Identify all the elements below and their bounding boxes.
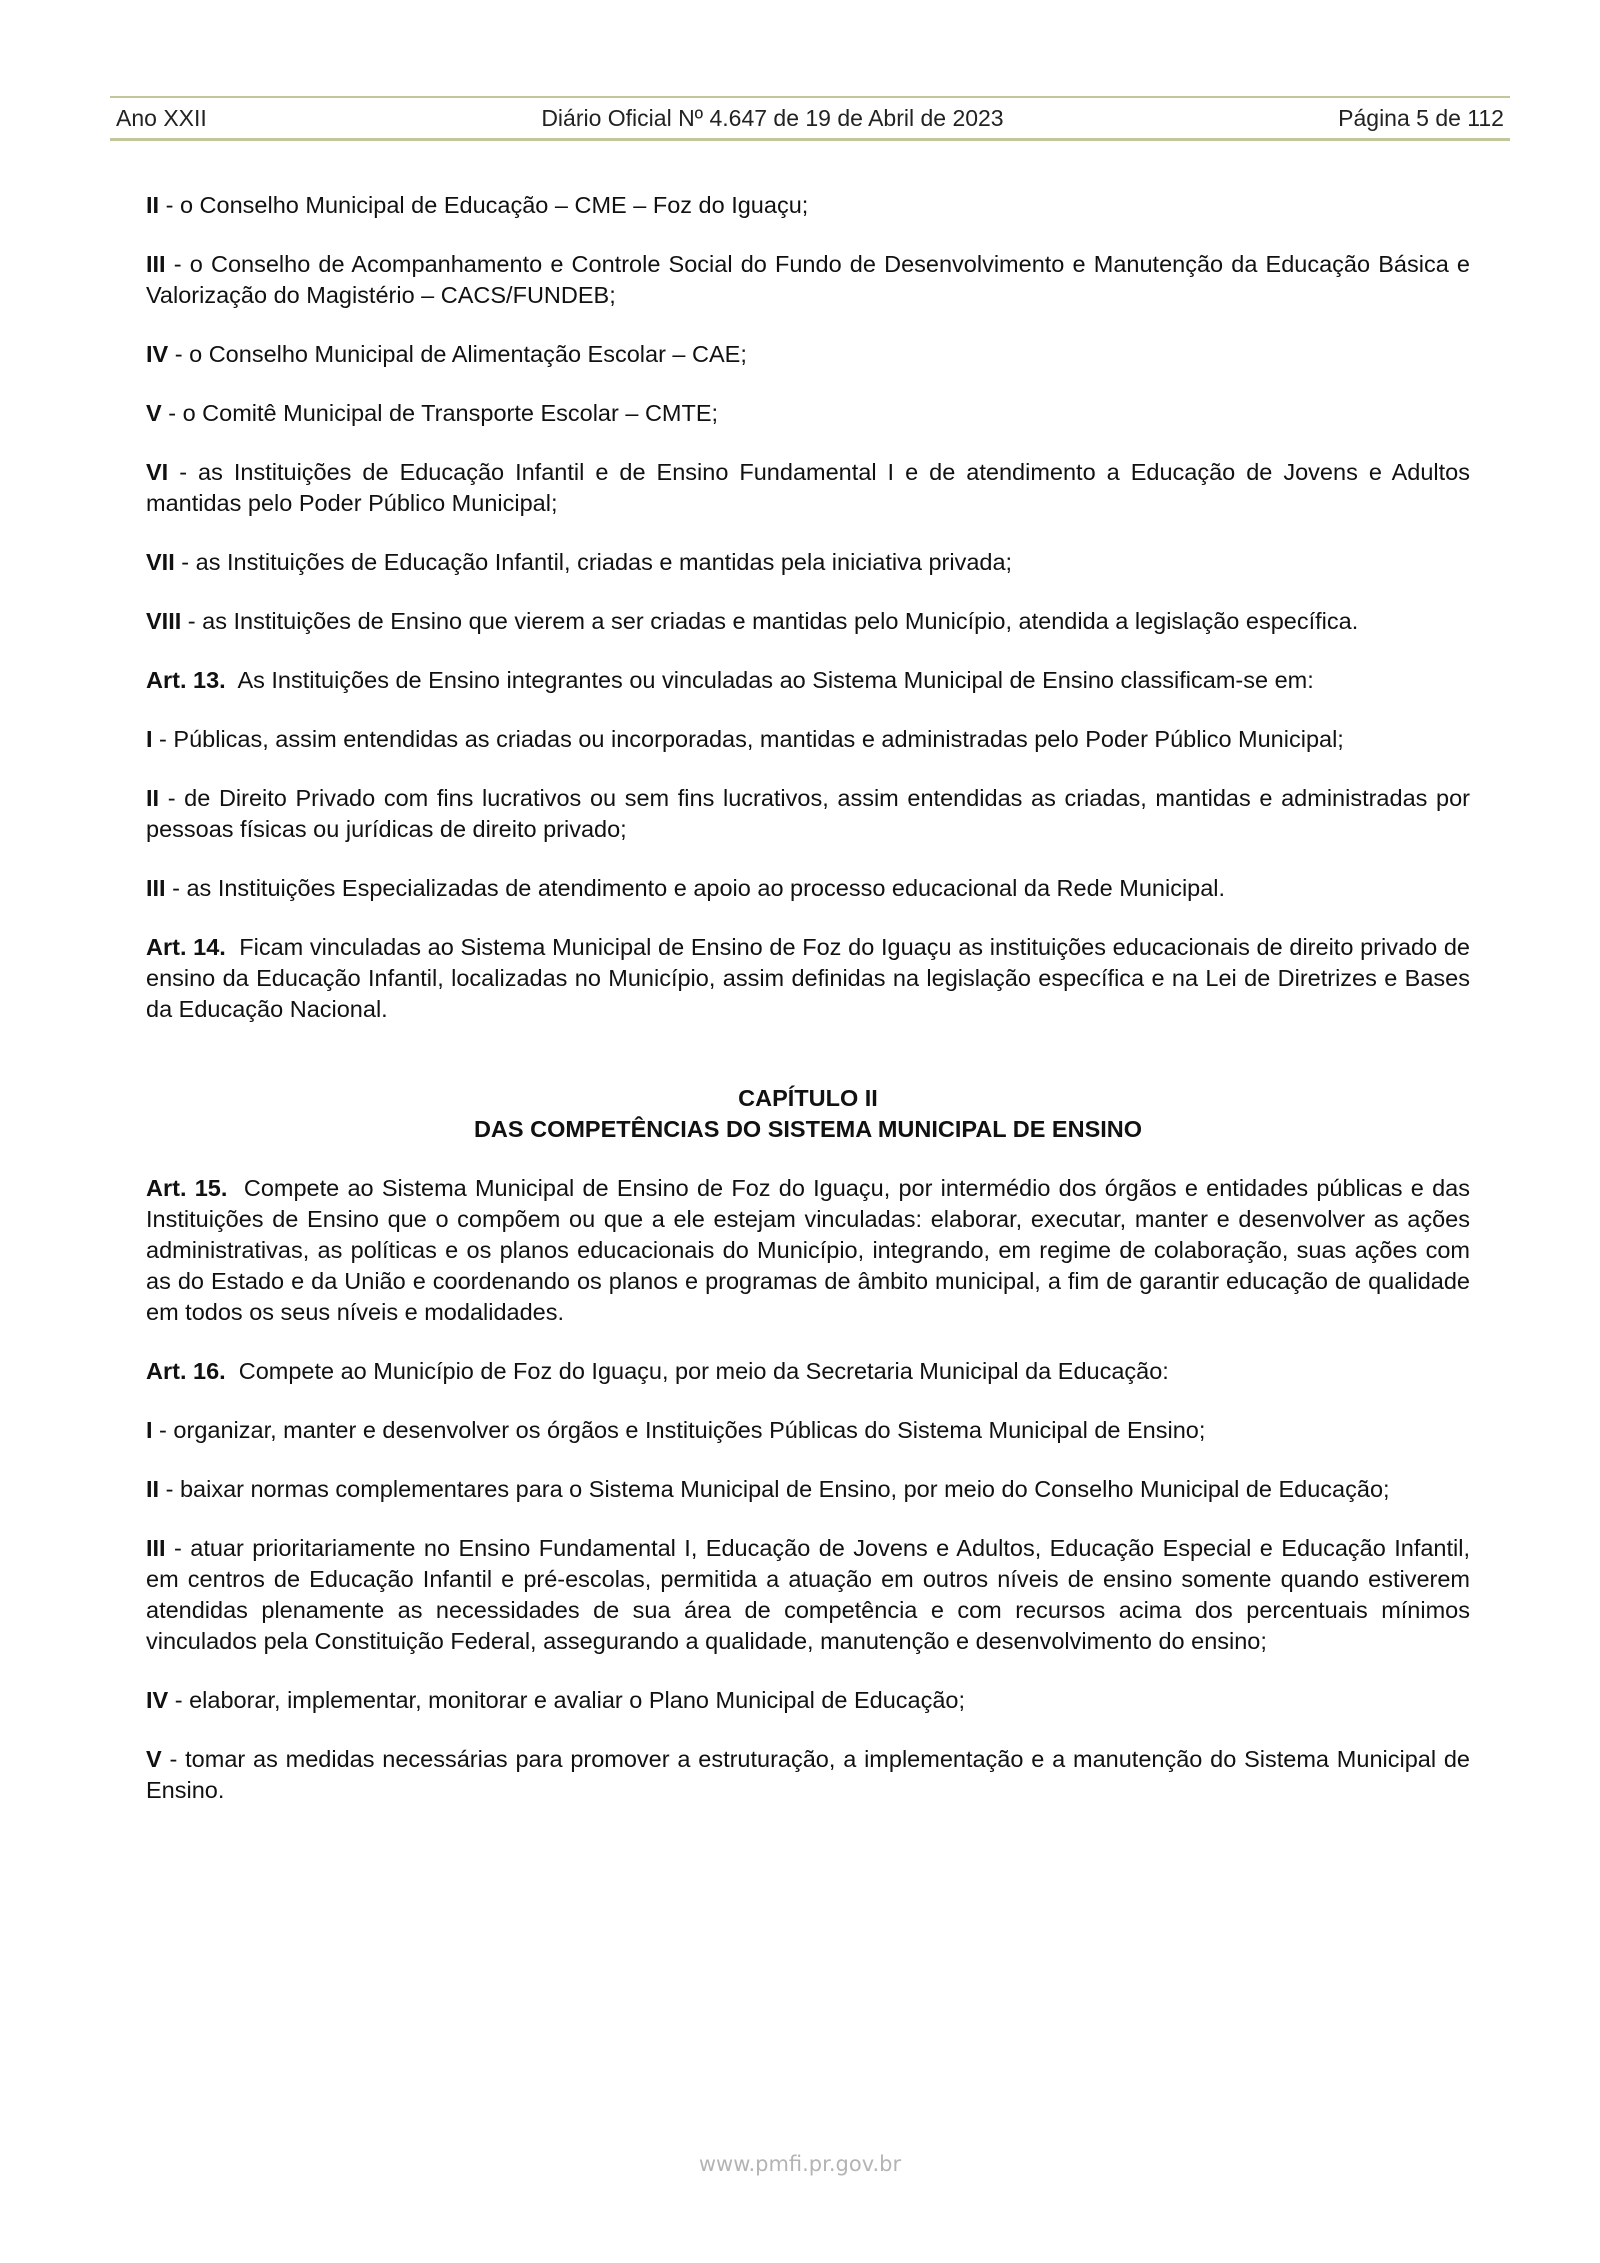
paragraph-separator: - [168, 341, 190, 367]
clause-paragraph [146, 724, 1470, 755]
clause-paragraph [146, 606, 1470, 637]
paragraph-label: II [146, 785, 160, 811]
paragraph-text: atuar prioritariamente no Ensino Fundamental I, Educação de Jovens e Adultos, Educação Especial e Educação Infantil, em centros de Educação Infantil e pré-escolas, permitida a atuação em outros níveis de ensino somente quando estiverem atendidas plenamente as necessidades de sua área de competência e com recursos acima dos percentuais mínimos vinculados pela Constituição Federal, assegurando a qualidade, manutenção e desenvolvimento do ensino; [146, 1535, 1470, 1654]
paragraph-text: as Instituições de Educação Infantil, criadas e mantidas pela iniciativa privada; [195, 549, 1013, 575]
clause-paragraph [146, 873, 1470, 904]
paragraph-label: Art. 15. [146, 1175, 228, 1201]
paragraph-text: baixar normas complementares para o Sistema Municipal de Ensino, por meio do Conselho Municipal de Educação; [179, 1476, 1390, 1502]
paragraph-text: Compete ao Município de Foz do Iguaçu, por meio da Secretaria Municipal da Educação: [238, 1358, 1169, 1384]
paragraph-separator: - [161, 400, 183, 426]
paragraph-separator [226, 934, 239, 960]
document-body [146, 190, 1470, 1834]
paragraph-label: IV [146, 341, 169, 367]
clause-paragraph [146, 339, 1470, 370]
clause-paragraph [146, 249, 1470, 311]
paragraph-text: Ficam vinculadas ao Sistema Municipal de Ensino de Foz do Iguaçu as instituições educacionais de direito privado de ensino da Educação Infantil, localizadas no Município, assim definidas na legislação específica e na Lei de Diretrizes e Bases da Educação Nacional. [146, 934, 1471, 1022]
article-paragraph [146, 1173, 1470, 1328]
paragraph-label: I [146, 1417, 153, 1443]
article-paragraph [146, 932, 1470, 1025]
paragraph-label: II [146, 1476, 160, 1502]
clause-paragraph [146, 1474, 1470, 1505]
paragraph-label: III [146, 251, 166, 277]
paragraph-label: VI [146, 459, 169, 485]
clause-paragraph [146, 1744, 1470, 1806]
chapter-number: CAPÍTULO II [738, 1085, 878, 1111]
clause-paragraph [146, 398, 1470, 429]
paragraph-separator: - [165, 1535, 191, 1561]
paragraph-separator: - [159, 785, 185, 811]
chapter-heading [146, 1083, 1470, 1145]
paragraph-text: de Direito Privado com fins lucrativos ou sem fins lucrativos, assim entendidas as criadas, mantidas e administradas por pessoas físicas ou jurídicas de direito privado; [146, 785, 1470, 842]
header-page-number: Página 5 de 112 [1338, 104, 1504, 131]
footer-url: www.pmfi.pr.gov.br [698, 2152, 902, 2176]
paragraph-text: tomar as medidas necessárias para promover a estruturação, a implementação e a manutenção do Sistema Municipal de Ensino. [146, 1746, 1471, 1803]
paragraph-label: II [146, 192, 160, 218]
paragraph-separator: - [159, 1476, 180, 1502]
paragraph-separator: - [165, 875, 187, 901]
paragraph-label: I [146, 726, 153, 752]
paragraph-text: Compete ao Sistema Municipal de Ensino de Foz do Iguaçu, por intermédio dos órgãos e entidades públicas e das Instituições de Ensino que o compõem ou que a ele estejam vinculadas: elaborar, executar, manter e desenvolver as ações administrativas, as políticas e os planos educacionais do Município, integrando, em regime de colaboração, suas ações com as do Estado e da União e coordenando os planos e programas de âmbito municipal, a fim de garantir educação de qualidade em todos os seus níveis e modalidades. [146, 1175, 1470, 1325]
paragraph-text: Públicas, assim entendidas as criadas ou incorporadas, mantidas e administradas pelo Poder Público Municipal; [173, 726, 1344, 752]
clause-paragraph [146, 783, 1470, 845]
clause-paragraph [146, 1415, 1470, 1446]
paragraph-text: as Instituições Especializadas de atendimento e apoio ao processo educacional da Rede Municipal. [186, 875, 1226, 901]
paragraph-text: organizar, manter e desenvolver os órgãos e Instituições Públicas do Sistema Municipal de Ensino; [173, 1417, 1206, 1443]
paragraph-separator: - [159, 192, 180, 218]
paragraph-label: Art. 13. [146, 667, 226, 693]
paragraph-separator: - [152, 726, 174, 752]
clause-paragraph [146, 547, 1470, 578]
chapter-title: DAS COMPETÊNCIAS DO SISTEMA MUNICIPAL DE ENSINO [473, 1116, 1143, 1142]
page-header [110, 96, 1510, 141]
paragraph-separator: - [165, 251, 190, 277]
paragraph-text: as Instituições de Ensino que vierem a ser criadas e mantidas pelo Município, atendida a legislação específica. [202, 608, 1359, 634]
clause-paragraph [146, 457, 1470, 519]
paragraph-separator [226, 1358, 239, 1384]
header-year: Ano XXII [116, 104, 207, 131]
paragraph-text: o Comitê Municipal de Transporte Escolar – CMTE; [182, 400, 719, 426]
paragraph-text: elaborar, implementar, monitorar e avaliar o Plano Municipal de Educação; [189, 1687, 966, 1713]
paragraph-text: As Instituições de Ensino integrantes ou vinculadas ao Sistema Municipal de Ensino classificam-se em: [237, 667, 1314, 693]
paragraph-label: VIII [146, 608, 182, 634]
paragraph-separator [227, 1175, 243, 1201]
article-paragraph [146, 1356, 1470, 1387]
clause-paragraph [146, 1533, 1470, 1657]
paragraph-label: V [146, 400, 162, 426]
paragraph-separator: - [168, 459, 199, 485]
paragraph-separator: - [152, 1417, 174, 1443]
paragraph-separator: - [161, 1746, 186, 1772]
paragraph-separator: - [181, 608, 203, 634]
section-after-chapter [146, 1173, 1470, 1806]
paragraph-label: VII [146, 549, 175, 575]
paragraph-text: o Conselho Municipal de Educação – CME – Foz do Iguaçu; [179, 192, 809, 218]
paragraph-label: Art. 14. [146, 934, 226, 960]
paragraph-text: o Conselho Municipal de Alimentação Escolar – CAE; [189, 341, 747, 367]
article-paragraph [146, 665, 1470, 696]
paragraph-label: V [146, 1746, 162, 1772]
clause-paragraph [146, 1685, 1470, 1716]
paragraph-separator [226, 667, 238, 693]
paragraph-label: III [146, 1535, 166, 1561]
paragraph-text: as Instituições de Educação Infantil e de Ensino Fundamental I e de atendimento a Educação de Jovens e Adultos mantidas pelo Poder Público Municipal; [146, 459, 1470, 516]
paragraph-separator: - [168, 1687, 190, 1713]
paragraph-label: III [146, 875, 166, 901]
header-issue: Diário Oficial Nº 4.647 de 19 de Abril de 2023 [541, 104, 1004, 131]
paragraph-label: IV [146, 1687, 169, 1713]
paragraph-text: o Conselho de Acompanhamento e Controle Social do Fundo de Desenvolvimento e Manutenção da Educação Básica e Valorização do Magistério – CACS/FUNDEB; [146, 251, 1471, 308]
clause-paragraph [146, 190, 1470, 221]
paragraph-label: Art. 16. [146, 1358, 226, 1384]
section-before-chapter [146, 190, 1470, 1025]
paragraph-separator: - [174, 549, 196, 575]
